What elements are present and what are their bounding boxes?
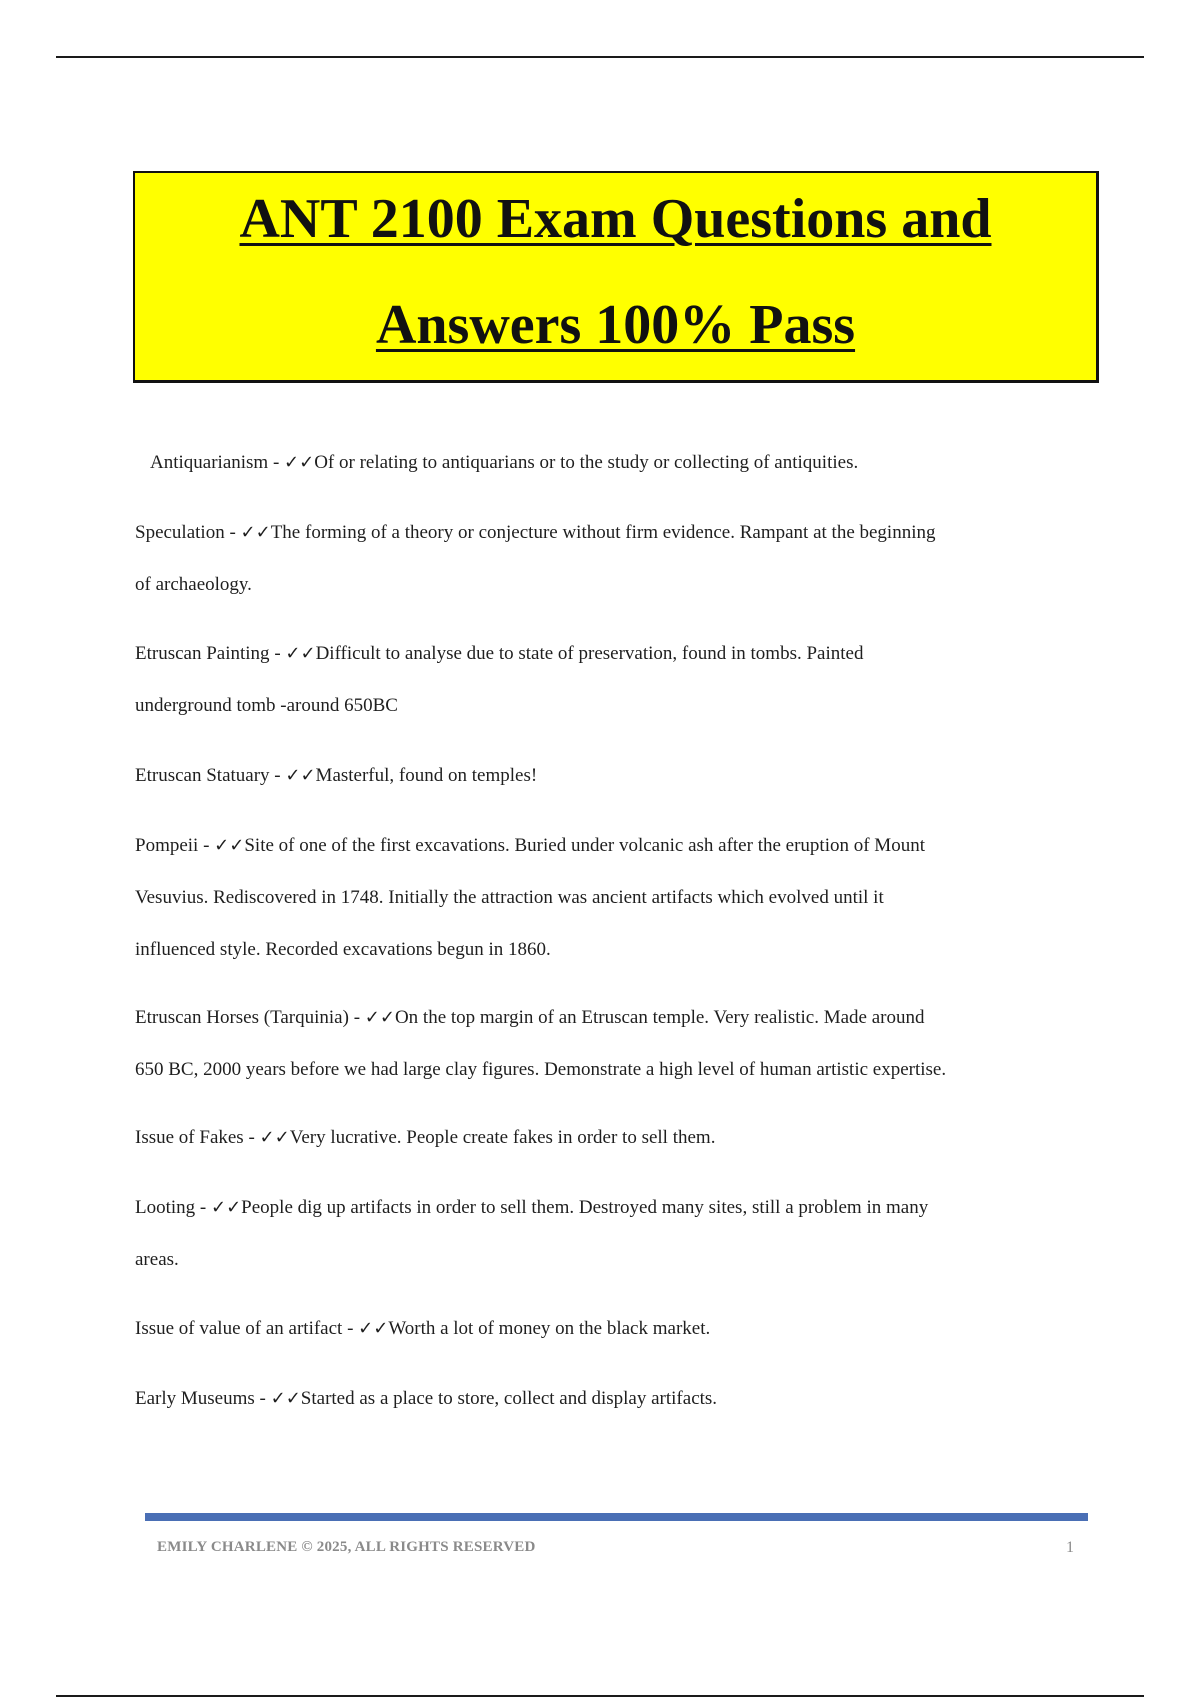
entry-term: Looting: [135, 1197, 196, 1218]
entry-first-line: [135, 1373, 1075, 1425]
double-check-icon: ✓✓: [240, 522, 271, 543]
entry-continuation-line: [135, 924, 1075, 976]
entry-answer-text: On the top margin of an Etruscan temple. Very realistic. Made around: [394, 1007, 925, 1028]
entry-answer-text: areas.: [135, 1249, 179, 1270]
entry-continuation-line: [135, 1234, 1075, 1286]
entry-answer-text: influenced style. Recorded excavations begun in 1860.: [135, 939, 551, 960]
entry-term: Etruscan Painting: [135, 643, 270, 664]
entry-answer-text: The forming of a theory or conjecture without firm evidence. Rampant at the beginning: [270, 522, 936, 543]
title-line-1: ANT 2100 Exam Questions and: [239, 188, 992, 250]
footer-bar: [145, 1513, 1088, 1521]
title-line-2: Answers 100% Pass: [375, 294, 856, 356]
entry-first-line: [135, 507, 1075, 559]
double-check-icon: ✓✓: [285, 765, 316, 786]
double-check-icon: ✓✓: [284, 452, 315, 473]
double-check-icon: ✓✓: [364, 1007, 395, 1028]
entry-answer-text: Vesuvius. Rediscovered in 1748. Initially the attraction was ancient artifacts which evolved until it: [135, 887, 884, 908]
entry-first-line: [135, 1303, 1075, 1355]
entry-answer-text: Worth a lot of money on the black market.: [388, 1318, 711, 1339]
double-check-icon: ✓✓: [259, 1127, 290, 1148]
entry-continuation-line: [135, 559, 1075, 611]
entry-separator: -: [348, 1007, 365, 1028]
entry-separator: -: [254, 1388, 271, 1409]
entry-answer-text: underground tomb -around 650BC: [135, 695, 398, 716]
entry-first-line: [150, 437, 1090, 489]
entry-first-line: [135, 820, 1075, 872]
entry-first-line: [135, 992, 1075, 1044]
entry-answer-text: Of or relating to antiquarians or to the study or collecting of antiquities.: [314, 452, 859, 473]
double-check-icon: ✓✓: [214, 835, 245, 856]
entry-separator: -: [268, 452, 285, 473]
entry-term: Antiquarianism: [150, 452, 269, 473]
entry-answer-text: Started as a place to store, collect and display artifacts.: [300, 1388, 718, 1409]
entry-answer-text: Very lucrative. People create fakes in order to sell them.: [289, 1127, 716, 1148]
entry-separator: -: [195, 1197, 211, 1218]
entry-first-line: [135, 1182, 1075, 1234]
double-check-icon: ✓✓: [270, 1388, 301, 1409]
page-number: 1: [1066, 1539, 1074, 1556]
entry-first-line: [135, 750, 1075, 802]
entry-continuation-line: [135, 680, 1075, 732]
entry-answer-text: Site of one of the first excavations. Buried under volcanic ash after the eruption of Mount: [244, 835, 925, 856]
title-banner: [133, 171, 1099, 383]
top-rule: [56, 56, 1144, 58]
entry-term: Speculation: [135, 522, 225, 543]
entry-answer-text: 650 BC, 2000 years before we had large clay figures. Demonstrate a high level of human artistic expertise.: [135, 1059, 947, 1080]
entry-answer-text: Masterful, found on temples!: [315, 765, 538, 786]
entry-continuation-line: [135, 1044, 1075, 1096]
entry-term: Etruscan Statuary: [135, 765, 270, 786]
entry-term: Pompeii: [135, 835, 199, 856]
double-check-icon: ✓✓: [285, 643, 316, 664]
entry-term: Early Museums: [135, 1388, 255, 1409]
double-check-icon: ✓✓: [358, 1318, 389, 1339]
footer-copyright: EMILY CHARLENE © 2025, ALL RIGHTS RESERVED: [157, 1539, 536, 1555]
entry-separator: -: [198, 835, 215, 856]
entry-term: Issue of Fakes: [135, 1127, 244, 1148]
entry-first-line: [135, 628, 1075, 680]
entry-separator: -: [342, 1318, 359, 1339]
bottom-rule: [56, 1695, 1144, 1697]
entry-separator: -: [243, 1127, 260, 1148]
entry-continuation-line: [135, 872, 1075, 924]
entry-answer-text: People dig up artifacts in order to sell them. Destroyed many sites, still a problem in many: [241, 1197, 929, 1218]
entry-term: Etruscan Horses (Tarquinia): [135, 1007, 349, 1028]
entry-first-line: [135, 1112, 1075, 1164]
entry-separator: -: [269, 643, 286, 664]
double-check-icon: ✓✓: [211, 1197, 242, 1218]
entry-separator: -: [224, 522, 241, 543]
entry-answer-text: of archaeology.: [135, 574, 252, 595]
entry-term: Issue of value of an artifact: [135, 1318, 343, 1339]
entry-separator: -: [269, 765, 286, 786]
entry-answer-text: Difficult to analyse due to state of preservation, found in tombs. Painted: [315, 643, 864, 664]
